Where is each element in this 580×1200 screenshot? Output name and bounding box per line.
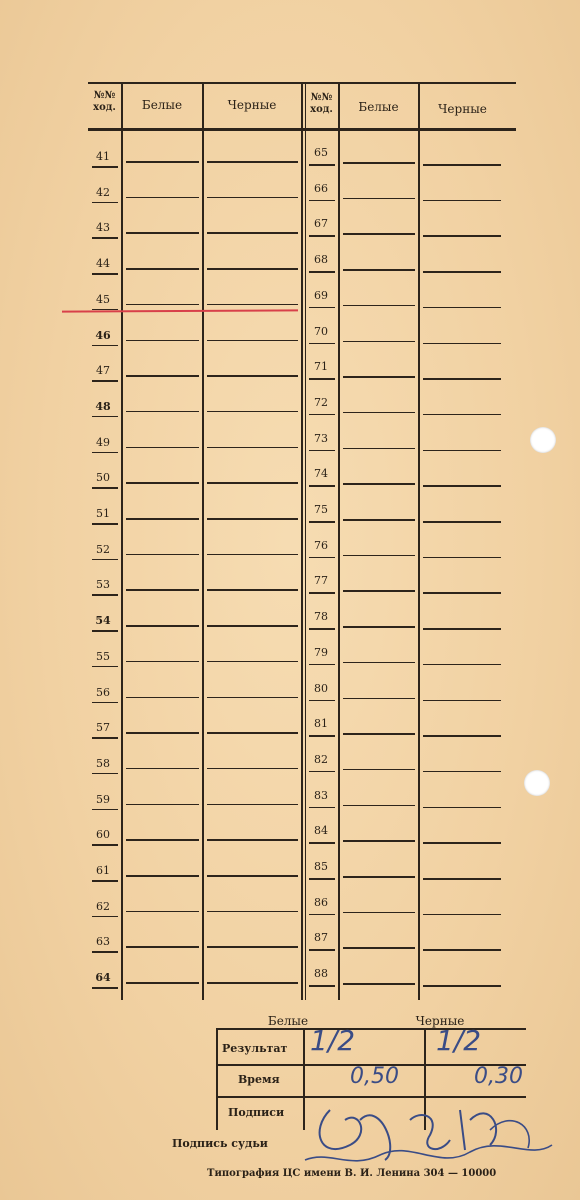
black-move-line-left[interactable] (207, 375, 298, 377)
move-number-left: 48 (95, 399, 111, 413)
white-move-line-left[interactable] (126, 732, 199, 734)
white-move-line-right[interactable] (343, 912, 415, 914)
divider-center-2 (305, 84, 306, 1000)
white-move-line-right[interactable] (343, 305, 415, 307)
black-move-line-right[interactable] (423, 414, 501, 416)
black-move-line-left[interactable] (207, 768, 298, 770)
signatures-label: Подписи (228, 1106, 285, 1119)
black-move-line-left[interactable] (207, 411, 298, 413)
header-white-left: Белые (141, 98, 183, 112)
black-move-line-left[interactable] (207, 839, 298, 841)
printer-line: Типография ЦС имени В. И. Ленина 304 — 10000 (207, 1168, 497, 1179)
header-white-right: Белые (358, 100, 399, 114)
header-black-right: Черные (438, 102, 487, 116)
move-number-right: 87 (314, 931, 328, 945)
move-number-left: 46 (95, 328, 111, 342)
white-move-line-left[interactable] (126, 839, 199, 841)
move-number-left: 49 (96, 435, 110, 449)
white-move-line-right[interactable] (343, 341, 415, 343)
move-number-underline (309, 378, 335, 380)
move-number-right: 76 (314, 538, 328, 552)
white-move-line-right[interactable] (343, 412, 415, 414)
result-black-value: 1/2 (436, 1024, 482, 1057)
white-move-line-left[interactable] (126, 911, 199, 913)
black-move-line-right[interactable] (423, 521, 501, 523)
move-number-underline (309, 164, 335, 166)
result-white-header: Белые (267, 1014, 309, 1028)
black-move-line-left[interactable] (207, 732, 298, 734)
white-move-line-left[interactable] (126, 875, 199, 877)
move-number-underline (92, 880, 118, 882)
result-left-rule (216, 1030, 218, 1130)
white-move-line-left[interactable] (126, 411, 199, 413)
divider-right-white-black (418, 84, 420, 1000)
move-number-right: 69 (314, 288, 328, 302)
move-number-underline (92, 916, 118, 918)
move-number-left: 50 (96, 471, 110, 485)
move-number-underline (309, 557, 335, 559)
white-move-line-left[interactable] (126, 625, 199, 627)
black-move-line-right[interactable] (423, 878, 501, 880)
move-number-right: 67 (314, 217, 328, 231)
white-move-line-left[interactable] (126, 982, 199, 984)
move-number-left: 64 (95, 971, 111, 985)
move-number-underline (309, 521, 335, 523)
black-move-line-left[interactable] (207, 982, 298, 984)
black-move-line-left[interactable] (207, 697, 298, 699)
white-move-line-left[interactable] (126, 768, 199, 770)
move-number-left: 45 (96, 292, 110, 306)
move-number-underline (309, 771, 335, 773)
move-number-underline (92, 237, 118, 239)
move-number-underline (309, 985, 335, 987)
black-move-line-left[interactable] (207, 518, 298, 520)
move-number-underline (309, 735, 335, 737)
black-move-line-right[interactable] (423, 343, 501, 345)
move-number-left: 62 (96, 899, 110, 913)
move-number-underline (92, 773, 118, 775)
divider-right-num (338, 84, 340, 1000)
white-move-line-right[interactable] (343, 483, 415, 485)
move-number-underline (92, 202, 118, 204)
black-move-line-left[interactable] (207, 661, 298, 663)
black-move-line-right[interactable] (423, 842, 501, 844)
move-number-underline (92, 487, 118, 489)
move-number-left: 57 (96, 721, 110, 735)
move-number-left: 61 (96, 864, 110, 877)
move-number-underline (309, 664, 335, 666)
move-number-right: 79 (314, 645, 328, 659)
black-move-line-left[interactable] (207, 625, 298, 627)
move-number-right: 86 (314, 895, 328, 909)
black-move-line-right[interactable] (423, 914, 501, 916)
black-move-line-right[interactable] (423, 735, 501, 737)
time-white-value: 0,50 (350, 1064, 399, 1089)
move-number-left: 59 (96, 792, 110, 806)
black-move-line-left[interactable] (207, 304, 298, 306)
black-move-line-left[interactable] (207, 589, 298, 591)
move-number-underline (92, 666, 118, 668)
black-move-line-right[interactable] (423, 271, 501, 273)
move-number-underline (309, 914, 335, 916)
move-number-underline (309, 450, 335, 452)
white-move-line-right[interactable] (343, 698, 415, 700)
time-black-value: 0,30 (474, 1064, 523, 1089)
move-number-underline (309, 271, 335, 273)
white-move-line-left[interactable] (126, 518, 199, 520)
move-number-left: 55 (96, 649, 110, 663)
black-move-line-left[interactable] (207, 946, 298, 948)
black-move-line-right[interactable] (423, 164, 501, 166)
move-number-left: 56 (96, 685, 110, 699)
move-number-left: 47 (96, 364, 110, 378)
white-move-line-left[interactable] (126, 946, 199, 948)
white-move-line-right[interactable] (343, 448, 415, 450)
move-number-underline (309, 235, 335, 237)
white-move-line-left[interactable] (126, 197, 199, 199)
move-number-underline (92, 809, 118, 811)
move-number-right: 72 (314, 395, 328, 409)
white-move-line-left[interactable] (126, 482, 199, 484)
move-number-right: 75 (314, 503, 328, 516)
move-number-right: 71 (314, 360, 328, 374)
white-move-line-right[interactable] (343, 269, 415, 271)
move-number-underline (92, 452, 118, 454)
move-number-underline (309, 807, 335, 809)
move-number-right: 74 (314, 467, 328, 481)
move-number-left: 43 (96, 221, 110, 235)
black-move-line-left[interactable] (207, 911, 298, 913)
move-number-underline (92, 594, 118, 596)
move-number-right: 88 (314, 967, 328, 981)
move-number-underline (309, 343, 335, 345)
move-number-underline (92, 523, 118, 525)
white-move-line-left[interactable] (126, 447, 199, 449)
black-move-line-right[interactable] (423, 200, 501, 202)
white-move-line-right[interactable] (343, 947, 415, 949)
move-number-underline (92, 345, 118, 347)
move-number-underline (309, 628, 335, 630)
move-number-underline (309, 842, 335, 844)
black-move-line-right[interactable] (423, 949, 501, 951)
move-number-right: 73 (314, 431, 328, 445)
move-number-left: 53 (96, 578, 110, 592)
red-pencil-mark (62, 309, 298, 312)
white-move-line-right[interactable] (343, 626, 415, 628)
move-number-right: 66 (314, 181, 328, 195)
black-move-line-left[interactable] (207, 804, 298, 806)
move-number-underline (309, 485, 335, 487)
move-number-right: 80 (314, 681, 328, 695)
move-number-left: 63 (96, 935, 110, 949)
black-move-line-left[interactable] (207, 340, 298, 342)
judge-signature-label: Подпись судьи (172, 1137, 268, 1150)
move-number-right: 78 (314, 610, 328, 624)
white-move-line-left[interactable] (126, 804, 199, 806)
white-move-line-left[interactable] (126, 268, 199, 270)
move-number-underline (92, 844, 118, 846)
header-move-no-right: №№ ход. (310, 92, 333, 115)
move-number-underline (309, 878, 335, 880)
black-move-line-left[interactable] (207, 197, 298, 199)
move-number-underline (92, 630, 118, 632)
move-number-left: 41 (96, 150, 110, 163)
move-number-underline (309, 949, 335, 951)
divider-left-white-black (202, 84, 204, 1000)
black-move-line-right[interactable] (423, 664, 501, 666)
result-white-value: 1/2 (310, 1024, 356, 1057)
white-move-line-right[interactable] (343, 662, 415, 664)
move-number-underline (92, 273, 118, 275)
move-number-right: 82 (314, 752, 328, 766)
move-number-underline (309, 700, 335, 702)
black-move-line-right[interactable] (423, 807, 501, 809)
black-move-line-right[interactable] (423, 700, 501, 702)
move-number-right: 83 (314, 788, 328, 802)
move-number-right: 85 (314, 860, 328, 873)
white-move-line-right[interactable] (343, 162, 415, 164)
black-move-line-left[interactable] (207, 554, 298, 556)
move-number-left: 60 (96, 828, 110, 842)
white-move-line-left[interactable] (126, 661, 199, 663)
white-move-line-right[interactable] (343, 555, 415, 557)
white-move-line-right[interactable] (343, 590, 415, 592)
move-number-right: 77 (314, 574, 328, 588)
black-move-line-right[interactable] (423, 450, 501, 452)
white-move-line-left[interactable] (126, 697, 199, 699)
black-move-line-left[interactable] (207, 268, 298, 270)
white-move-line-left[interactable] (126, 304, 199, 306)
move-number-underline (92, 559, 118, 561)
move-number-underline (309, 200, 335, 202)
white-move-line-right[interactable] (343, 376, 415, 378)
move-number-underline (309, 592, 335, 594)
white-move-line-right[interactable] (343, 198, 415, 200)
black-move-line-left[interactable] (207, 232, 298, 234)
black-move-line-left[interactable] (207, 447, 298, 449)
move-number-underline (309, 307, 335, 309)
black-move-line-right[interactable] (423, 985, 501, 987)
header-move-no-left: №№ ход. (93, 90, 116, 113)
black-move-line-right[interactable] (423, 557, 501, 559)
move-number-underline (92, 166, 118, 168)
white-move-line-right[interactable] (343, 805, 415, 807)
move-number-underline (92, 702, 118, 704)
white-move-line-left[interactable] (126, 232, 199, 234)
move-number-underline (92, 416, 118, 418)
white-move-line-left[interactable] (126, 375, 199, 377)
black-move-line-right[interactable] (423, 592, 501, 594)
move-number-left: 54 (95, 614, 111, 628)
move-number-underline (92, 987, 118, 989)
move-number-left: 44 (96, 257, 110, 271)
white-move-line-right[interactable] (343, 233, 415, 235)
black-move-line-right[interactable] (423, 771, 501, 773)
move-number-underline (309, 414, 335, 416)
black-move-line-left[interactable] (207, 482, 298, 484)
header-black-left: Черные (227, 98, 277, 112)
white-move-line-right[interactable] (343, 733, 415, 735)
white-move-line-left[interactable] (126, 161, 199, 163)
white-move-line-right[interactable] (343, 876, 415, 878)
white-move-line-right[interactable] (343, 983, 415, 985)
move-number-right: 68 (314, 253, 328, 267)
move-number-underline (92, 737, 118, 739)
move-number-left: 58 (96, 756, 110, 770)
move-number-left: 51 (96, 507, 110, 520)
divider-center (301, 84, 303, 1000)
white-move-line-right[interactable] (343, 840, 415, 842)
move-number-left: 52 (96, 542, 110, 556)
move-number-right: 81 (314, 717, 328, 731)
white-move-line-left[interactable] (126, 340, 199, 342)
move-number-right: 65 (314, 146, 328, 159)
black-move-line-left[interactable] (207, 875, 298, 877)
white-move-line-right[interactable] (343, 519, 415, 521)
result-black-header: Черные (415, 1014, 465, 1028)
white-move-line-right[interactable] (343, 769, 415, 771)
black-move-line-right[interactable] (423, 628, 501, 630)
white-move-line-left[interactable] (126, 554, 199, 556)
move-number-right: 70 (314, 324, 328, 338)
time-label: Время (238, 1073, 280, 1086)
black-move-line-right[interactable] (423, 378, 501, 380)
move-number-underline (92, 380, 118, 382)
white-move-line-left[interactable] (126, 589, 199, 591)
black-move-line-right[interactable] (423, 485, 501, 487)
black-move-line-right[interactable] (423, 307, 501, 309)
black-move-line-left[interactable] (207, 161, 298, 163)
black-move-line-right[interactable] (423, 235, 501, 237)
move-number-right: 84 (314, 824, 328, 838)
result-label: Результат (222, 1042, 288, 1055)
divider-left-num (121, 84, 123, 1000)
move-number-underline (92, 951, 118, 953)
signature-scribbles (290, 1090, 560, 1180)
move-number-left: 42 (96, 185, 110, 199)
